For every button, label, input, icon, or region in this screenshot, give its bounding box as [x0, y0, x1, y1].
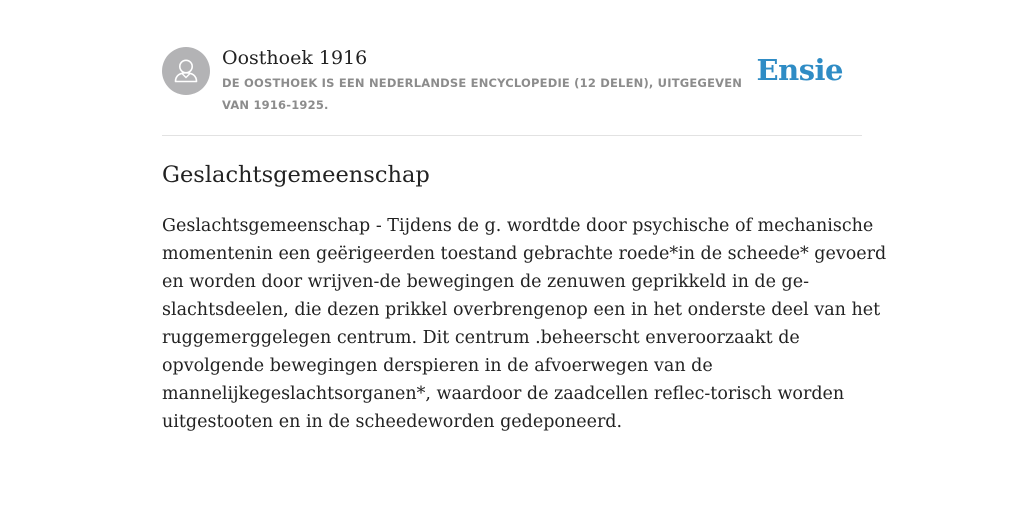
- source-description: [222, 72, 762, 116]
- source-title[interactable]: Oosthoek 1916: [222, 47, 368, 69]
- ensie-logo[interactable]: Ensie: [756, 53, 843, 87]
- article-line: opvolgende bewegingen derspieren in de afvoerwegen van de: [162, 356, 713, 376]
- article-line: ruggemerggelegen centrum. Dit centrum .beheerscht enveroorzaakt de: [162, 328, 800, 348]
- article-line: en worden door wrijven-de bewegingen de zenuwen geprikkeld in de ge-: [162, 272, 810, 292]
- article-title: Geslachtsgemeenschap: [162, 162, 430, 188]
- source-header: [162, 46, 862, 116]
- source-description-line: VAN 1916-1925.: [222, 98, 329, 112]
- article-line: mannelijkegeslachtsorganen*, waardoor de zaadcellen reflec-torisch worden: [162, 384, 845, 404]
- divider: [162, 135, 862, 136]
- avatar[interactable]: [162, 47, 210, 95]
- article-line: momentenin een geërigeerden toestand gebrachte roede*in de scheede* gevoerd: [162, 244, 887, 264]
- article-line: slachtsdeelen, die dezen prikkel overbrengenop een in het onderste deel van het: [162, 300, 881, 320]
- article-line: uitgestooten en in de scheedeworden gedeponeerd.: [162, 412, 623, 432]
- source-description-line: DE OOSTHOEK IS EEN NEDERLANDSE ENCYCLOPEDIE (12 DELEN), UITGEGEVEN: [222, 76, 743, 90]
- article-line: Geslachtsgemeenschap - Tijdens de g. wordtde door psychische of mechanische: [162, 216, 874, 236]
- article-body: [162, 212, 887, 436]
- person-icon: [162, 47, 210, 95]
